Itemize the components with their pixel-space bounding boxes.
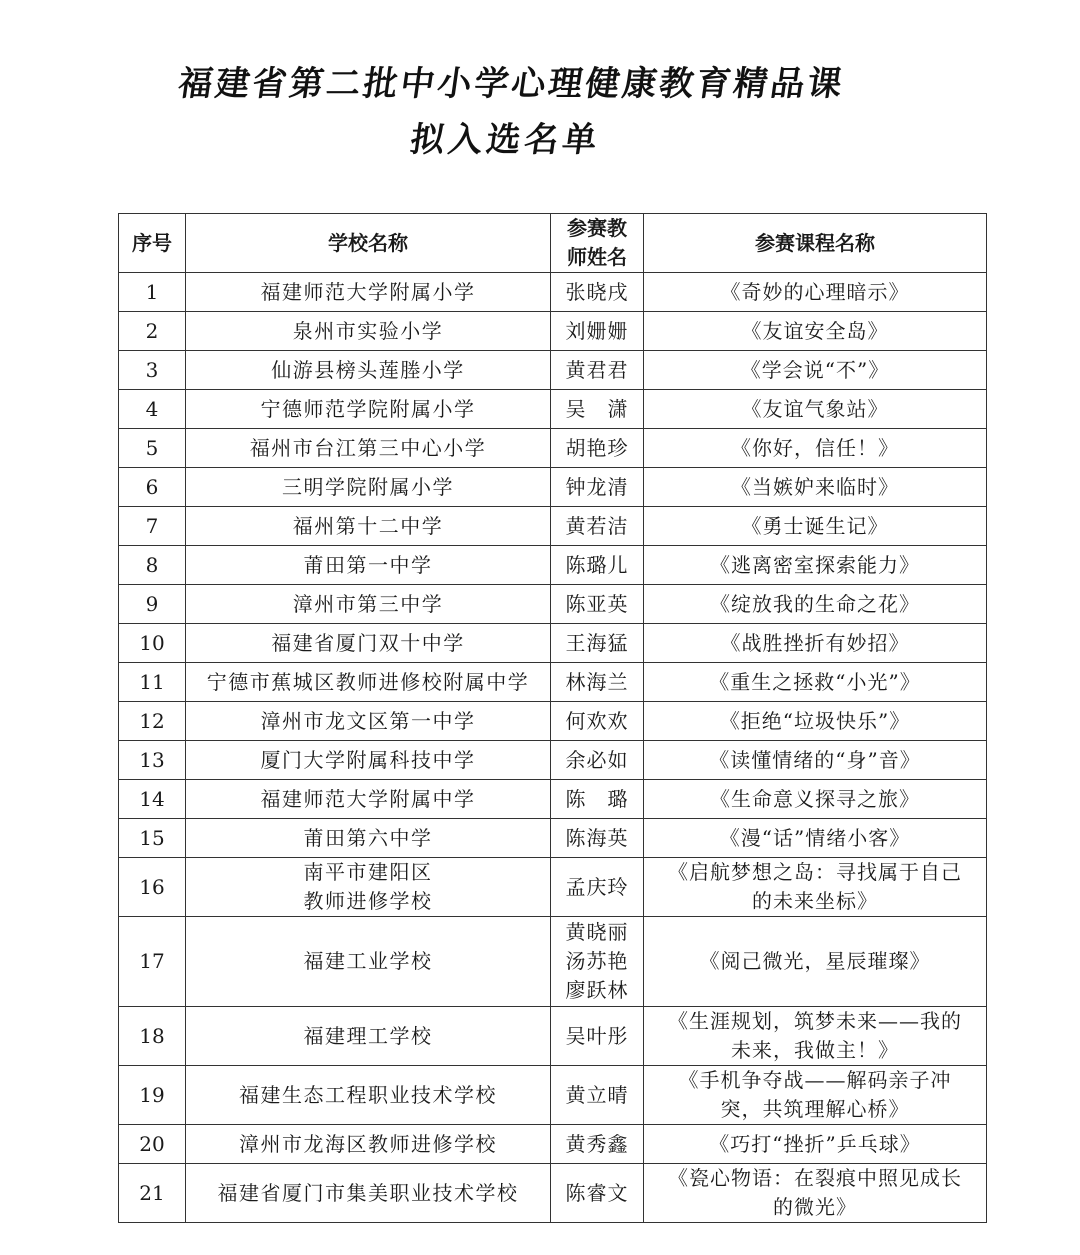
table-row — [119, 1164, 987, 1223]
row-course — [644, 546, 987, 585]
table-row — [119, 585, 987, 624]
row-course — [644, 624, 987, 663]
row-index: 16 — [119, 858, 186, 917]
table-header-row — [119, 214, 987, 273]
row-teacher — [551, 429, 644, 468]
row-course-line: 《启航梦想之岛：寻找属于自己 — [668, 860, 962, 884]
row-course-line: 《学会说“不”》 — [740, 357, 890, 382]
row-school-line: 福建师范大学附属小学 — [260, 279, 476, 304]
row-course — [644, 819, 987, 858]
row-school-line: 莆田第一中学 — [303, 552, 433, 577]
row-index: 14 — [119, 780, 186, 819]
header-course: 参赛课程名称 — [644, 214, 987, 273]
row-teacher — [551, 741, 644, 780]
row-course — [644, 507, 987, 546]
table-row — [119, 663, 987, 702]
row-course-line: 《拒绝“垃圾快乐”》 — [719, 708, 911, 733]
row-index: 8 — [119, 546, 186, 585]
row-course — [644, 780, 987, 819]
row-school — [186, 1066, 551, 1125]
row-course-line: 《战胜挫折有妙招》 — [720, 630, 910, 655]
row-teacher — [551, 858, 644, 917]
row-school — [186, 858, 551, 917]
row-teacher-line: 黄立晴 — [565, 1082, 629, 1107]
table-row — [119, 273, 987, 312]
row-school-line: 莆田第六中学 — [303, 825, 433, 850]
row-index: 20 — [119, 1125, 186, 1164]
row-teacher — [551, 702, 644, 741]
row-course — [644, 917, 987, 1007]
row-teacher-line: 胡艳珍 — [565, 435, 629, 460]
table-row — [119, 624, 987, 663]
row-teacher — [551, 1007, 644, 1066]
row-school-line: 漳州市龙文区第一中学 — [260, 708, 476, 733]
row-school-line: 教师进修学校 — [303, 889, 433, 913]
row-teacher-line: 余必如 — [565, 747, 629, 772]
row-teacher-line: 何欢欢 — [565, 708, 629, 733]
row-course — [644, 1007, 987, 1066]
row-school — [186, 819, 551, 858]
row-course-line: 突，共筑理解心桥》 — [720, 1097, 910, 1121]
row-course-line: 《读懂情绪的“身”音》 — [709, 747, 921, 772]
row-index: 15 — [119, 819, 186, 858]
row-teacher-line: 陈 璐 — [565, 786, 629, 811]
row-school — [186, 429, 551, 468]
header-index: 序号 — [119, 214, 186, 273]
row-school — [186, 1164, 551, 1223]
row-teacher-line: 陈睿文 — [565, 1180, 629, 1205]
row-course — [644, 429, 987, 468]
row-course-line: 《手机争夺战——解码亲子冲 — [678, 1068, 952, 1092]
row-course-line: 《瓷心物语：在裂痕中照见成长 — [668, 1166, 962, 1190]
row-course-line: 《友谊安全岛》 — [741, 318, 889, 343]
row-course — [644, 273, 987, 312]
row-teacher-line: 黄若洁 — [565, 513, 629, 538]
table-body — [119, 273, 987, 1223]
row-school-line: 泉州市实验小学 — [292, 318, 444, 343]
row-teacher — [551, 1066, 644, 1125]
row-school — [186, 1007, 551, 1066]
row-index: 1 — [119, 273, 186, 312]
row-course-line: 《阅己微光，星辰璀璨》 — [699, 949, 931, 973]
row-teacher-line: 吴叶彤 — [565, 1023, 629, 1048]
row-school-line: 三明学院附属小学 — [282, 474, 454, 499]
row-index: 13 — [119, 741, 186, 780]
table-row — [119, 1066, 987, 1125]
row-school — [186, 780, 551, 819]
row-school-line: 福建理工学校 — [303, 1023, 433, 1048]
row-school — [186, 546, 551, 585]
row-teacher-line: 黄晓丽 — [565, 920, 629, 944]
row-school-line: 宁德师范学院附属小学 — [260, 396, 476, 421]
row-teacher — [551, 468, 644, 507]
row-index: 10 — [119, 624, 186, 663]
row-teacher-line: 廖跃林 — [565, 978, 629, 1002]
row-teacher — [551, 507, 644, 546]
row-school-line: 福建省厦门双十中学 — [271, 630, 465, 655]
row-school-line: 漳州市第三中学 — [292, 591, 444, 616]
row-index: 18 — [119, 1007, 186, 1066]
row-teacher — [551, 663, 644, 702]
row-index: 12 — [119, 702, 186, 741]
row-teacher — [551, 390, 644, 429]
row-course — [644, 663, 987, 702]
row-course-line: 《逃离密室探索能力》 — [710, 552, 920, 577]
row-course-line: 《巧打“挫折”乒乓球》 — [709, 1131, 921, 1156]
row-school — [186, 624, 551, 663]
row-course — [644, 1125, 987, 1164]
row-course — [644, 468, 987, 507]
header-teacher-line2: 师姓名 — [567, 245, 627, 269]
row-teacher-line: 张晓戌 — [565, 279, 629, 304]
row-teacher-line: 林海兰 — [565, 669, 629, 694]
table-row — [119, 312, 987, 351]
row-course-line: 的未来坐标》 — [752, 889, 878, 913]
row-index: 3 — [119, 351, 186, 390]
row-index: 7 — [119, 507, 186, 546]
row-course — [644, 1164, 987, 1223]
row-school — [186, 702, 551, 741]
row-index: 21 — [119, 1164, 186, 1223]
row-school — [186, 273, 551, 312]
row-course-line: 《友谊气象站》 — [741, 396, 889, 421]
table-row — [119, 468, 987, 507]
row-school — [186, 1125, 551, 1164]
row-teacher-line: 黄君君 — [565, 357, 629, 382]
table-row — [119, 1007, 987, 1066]
row-school-line: 福州第十二中学 — [292, 513, 444, 538]
row-teacher-line: 钟龙清 — [565, 474, 629, 499]
table-row — [119, 702, 987, 741]
row-school — [186, 663, 551, 702]
table-row — [119, 741, 987, 780]
row-teacher-line: 孟庆玲 — [565, 874, 629, 899]
row-school — [186, 741, 551, 780]
row-course-line: 《生涯规划，筑梦未来——我的 — [668, 1009, 962, 1033]
row-teacher — [551, 917, 644, 1007]
row-course-line: 《勇士诞生记》 — [741, 513, 889, 538]
row-teacher-line: 陈璐儿 — [565, 552, 629, 577]
row-school-line: 福建工业学校 — [303, 949, 433, 973]
row-index: 6 — [119, 468, 186, 507]
row-school-line: 福建省厦门市集美职业技术学校 — [217, 1180, 519, 1205]
row-school — [186, 468, 551, 507]
row-teacher-line: 黄秀鑫 — [565, 1131, 629, 1156]
row-index: 5 — [119, 429, 186, 468]
row-index: 17 — [119, 917, 186, 1007]
row-teacher — [551, 624, 644, 663]
row-school-line: 福建师范大学附属中学 — [260, 786, 476, 811]
table-row — [119, 546, 987, 585]
row-course — [644, 351, 987, 390]
header-teacher-line1: 参赛教 — [567, 216, 627, 240]
row-school — [186, 312, 551, 351]
row-school — [186, 507, 551, 546]
row-index: 4 — [119, 390, 186, 429]
row-teacher — [551, 273, 644, 312]
document-title: 福建省第二批中小学心理健康教育精品课 — [175, 64, 848, 104]
row-course-line: 的微光》 — [773, 1195, 857, 1219]
header-school: 学校名称 — [186, 214, 551, 273]
row-course-line: 《当嫉妒来临时》 — [731, 474, 899, 499]
row-course — [644, 585, 987, 624]
roster-table — [118, 213, 987, 1223]
row-index: 9 — [119, 585, 186, 624]
row-school — [186, 351, 551, 390]
row-school-line: 宁德市蕉城区教师进修校附属中学 — [206, 669, 530, 694]
row-school — [186, 585, 551, 624]
row-course — [644, 390, 987, 429]
row-course — [644, 312, 987, 351]
table-row — [119, 1125, 987, 1164]
table-row — [119, 507, 987, 546]
row-teacher-line: 汤苏艳 — [565, 949, 629, 973]
row-teacher — [551, 819, 644, 858]
row-teacher-line: 刘姗姗 — [565, 318, 629, 343]
row-school — [186, 390, 551, 429]
row-teacher — [551, 1125, 644, 1164]
row-teacher — [551, 1164, 644, 1223]
table-row — [119, 780, 987, 819]
table-row — [119, 429, 987, 468]
row-course-line: 《你好，信任！》 — [731, 435, 899, 460]
row-course — [644, 858, 987, 917]
row-course-line: 《重生之拯救“小光”》 — [709, 669, 921, 694]
row-course — [644, 741, 987, 780]
row-teacher-line: 吴 潇 — [565, 396, 629, 421]
table-row — [119, 390, 987, 429]
row-course-line: 未来，我做主！》 — [731, 1038, 899, 1062]
row-teacher-line: 陈亚英 — [565, 591, 629, 616]
row-index: 19 — [119, 1066, 186, 1125]
document-subtitle: 拟入选名单 — [407, 120, 604, 160]
row-school-line: 厦门大学附属科技中学 — [260, 747, 476, 772]
row-teacher — [551, 780, 644, 819]
row-school-line: 福州市台江第三中心小学 — [249, 435, 487, 460]
row-index: 11 — [119, 663, 186, 702]
row-school-line: 漳州市龙海区教师进修学校 — [239, 1131, 497, 1156]
row-teacher — [551, 585, 644, 624]
table-row — [119, 351, 987, 390]
row-index: 2 — [119, 312, 186, 351]
row-teacher — [551, 546, 644, 585]
row-course-line: 《漫“话”情绪小客》 — [719, 825, 911, 850]
row-course — [644, 1066, 987, 1125]
table-row — [119, 858, 987, 917]
row-school-line: 福建生态工程职业技术学校 — [239, 1082, 497, 1107]
table-row — [119, 819, 987, 858]
row-school-line: 仙游县榜头莲塍小学 — [271, 357, 465, 382]
row-school — [186, 917, 551, 1007]
row-teacher — [551, 312, 644, 351]
row-course-line: 《绽放我的生命之花》 — [710, 591, 920, 616]
table-row — [119, 917, 987, 1007]
header-teacher — [551, 214, 644, 273]
row-teacher-line: 王海猛 — [565, 630, 629, 655]
row-teacher — [551, 351, 644, 390]
row-course-line: 《生命意义探寻之旅》 — [710, 786, 920, 811]
row-school-line: 南平市建阳区 — [303, 860, 433, 884]
row-teacher-line: 陈海英 — [565, 825, 629, 850]
row-course — [644, 702, 987, 741]
row-course-line: 《奇妙的心理暗示》 — [720, 279, 910, 304]
